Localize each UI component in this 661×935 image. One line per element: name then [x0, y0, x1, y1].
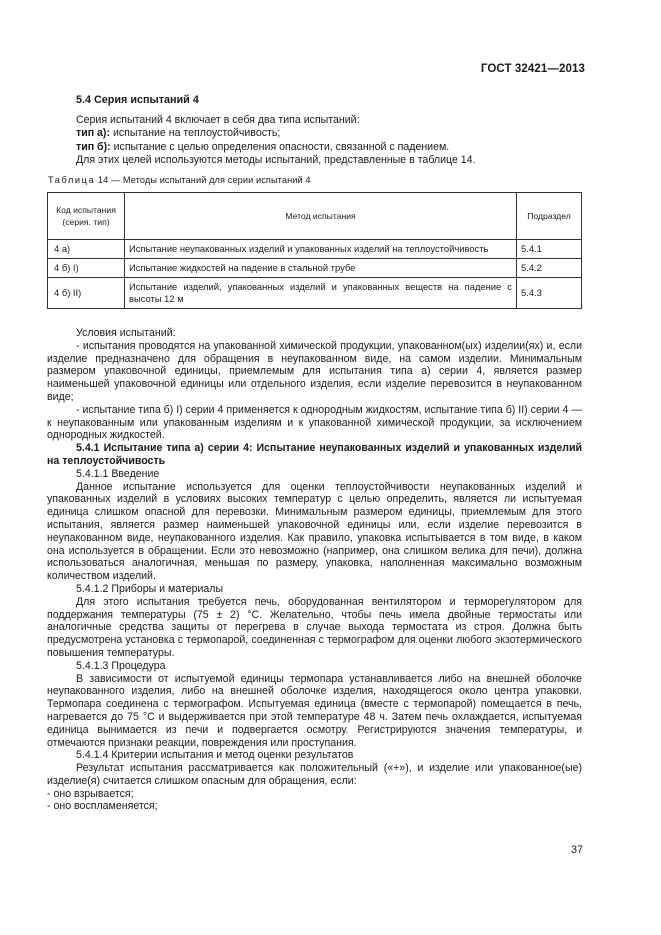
cell-subsection: 5.4.2	[517, 259, 582, 278]
paragraph: Для этого испытания требуется печь, оборудованная вентилятором и терморегулятором для поддержания температуры (75 ± 2) °С. Желательно, чтобы печь имела двойные термостаты или аналогичные средства защиты от перегрева в случае выхода термостата из строя. Должна быть предусмотрена установка с термопарой, соединенная с термографом для оценки любого экзотермического повышения температуры.	[47, 595, 582, 659]
section-intro	[76, 94, 582, 167]
paragraph: - испытание типа б) I) серии 4 применяется к однородным жидкостям, испытание типа б) II) серии 4 — к неупакованным или упакованным изделиям и к упакованной химической продукции, за исключением однородных жидкостей.	[47, 403, 582, 442]
section-title: 5.4 Серия испытаний 4	[76, 94, 199, 106]
paragraph: Условия испытаний:	[76, 327, 176, 339]
page-header: ГОСТ 32421—2013	[480, 63, 585, 75]
table-row	[48, 259, 582, 278]
paragraph: 5.4.1.2 Приборы и материалы	[76, 582, 224, 595]
cell-subsection: 5.4.1	[517, 240, 582, 259]
table-caption: Таблица 14 — Методы испытаний для серии испытаний 4	[48, 175, 311, 185]
table-row	[48, 240, 582, 259]
body-text	[47, 327, 582, 813]
cell-method: Испытание изделий, упакованных изделий и упакованных веществ на падение с высоты 12 м	[125, 278, 517, 309]
paragraph: Результат испытания рассматривается как положительный («+»), и изделие или упакованное(ые) изделие(я) считается слишком опасным для обращения, если:	[47, 762, 582, 787]
list-item: - оно воспламеняется;	[47, 800, 158, 813]
subsection-heading: 5.4.1 Испытание типа а) серии 4: Испытание неупакованных изделий и упакованных изделий на теплоустойчивость	[47, 442, 582, 467]
intro-line: тип a): испытание на теплоустойчивость;	[76, 127, 281, 140]
paragraph: В зависимости от испытуемой единицы термопара устанавливается либо на внешней оболочке неупакованного изделия, либо на внешней оболочке изделия, находящегося около центра упаковки. Термопара соединена с термографом. Испытуемая единица (вместе с термопарой) помещается в печь, нагревается до 75 °С и выдерживается при этой температуре 48 ч. Затем печь охлаждается, испытуемая единица вынимается из печи и подвергается осмотру. Регистрируются значения температуры, и отмечаются признаки реакции, повреждения или проступания.	[47, 672, 582, 749]
cell-method: Испытание неупакованных изделий и упакованных изделий на теплоустойчивость	[125, 240, 517, 259]
cell-code: 4 б) I)	[48, 259, 125, 278]
paragraph: 5.4.1.1 Введение	[76, 467, 160, 480]
intro-line: Для этих целей используются методы испытаний, представленные в таблице 14.	[76, 153, 476, 166]
table-row	[48, 278, 582, 309]
methods-table	[47, 192, 582, 309]
list-item: - оно взрывается;	[47, 787, 134, 800]
cell-code: 4 б) II)	[48, 278, 125, 309]
paragraph: - испытания проводятся на упакованной химической продукции, упакованном(ых) изделии(ях) и, если изделие предназначено для обращения в неупакованном виде, на самом изделии. Минимальным размером упаковочной единицы, приемлемым для испытания типа а) серии 4, является размер наименьшей упаковочной единицы или отдельного изделия, если изделие перевозится в неупакованном виде;	[47, 339, 582, 403]
header-method: Метод испытания	[125, 193, 517, 240]
table-header-row	[48, 193, 582, 240]
header-code: Код испытания (серия. тип)	[48, 193, 125, 240]
paragraph: 5.4.1.3 Процедура	[76, 659, 166, 672]
cell-code: 4 а)	[48, 240, 125, 259]
paragraph: 5.4.1.4 Критерии испытания и метод оценки результатов	[76, 749, 354, 762]
intro-line: Серия испытаний 4 включает в себя два типа испытаний:	[76, 114, 360, 127]
page-number: 37	[570, 844, 583, 856]
intro-list	[76, 114, 582, 167]
intro-line: тип б): испытание с целью определения опасности, связанной с падением.	[76, 140, 450, 153]
paragraph: Данное испытание используется для оценки теплоустойчивости неупакованных изделий и упакованных изделий в условиях высоких температур с целью определить, является ли испытуемая единица слишком опасной для перевозки. Минимальным размером единицы, приемлемым для этого испытания, является размер наименьшей упаковочной единицы или, если изделие перевозится в неупакованном виде, неупакованного изделия. Как правило, упаковка испытывается в том виде, в каком она используется в обращении. Если это невозможно (например, она слишком велика для печи), должна использоваться аналогичная, меньшая по размеру, упаковка, наполненная максимально возможным количеством изделий.	[47, 480, 582, 583]
cell-method: Испытание жидкостей на падение в стальной трубе	[125, 259, 517, 278]
header-subsection: Подраздел	[517, 193, 582, 240]
cell-subsection: 5.4.3	[517, 278, 582, 309]
